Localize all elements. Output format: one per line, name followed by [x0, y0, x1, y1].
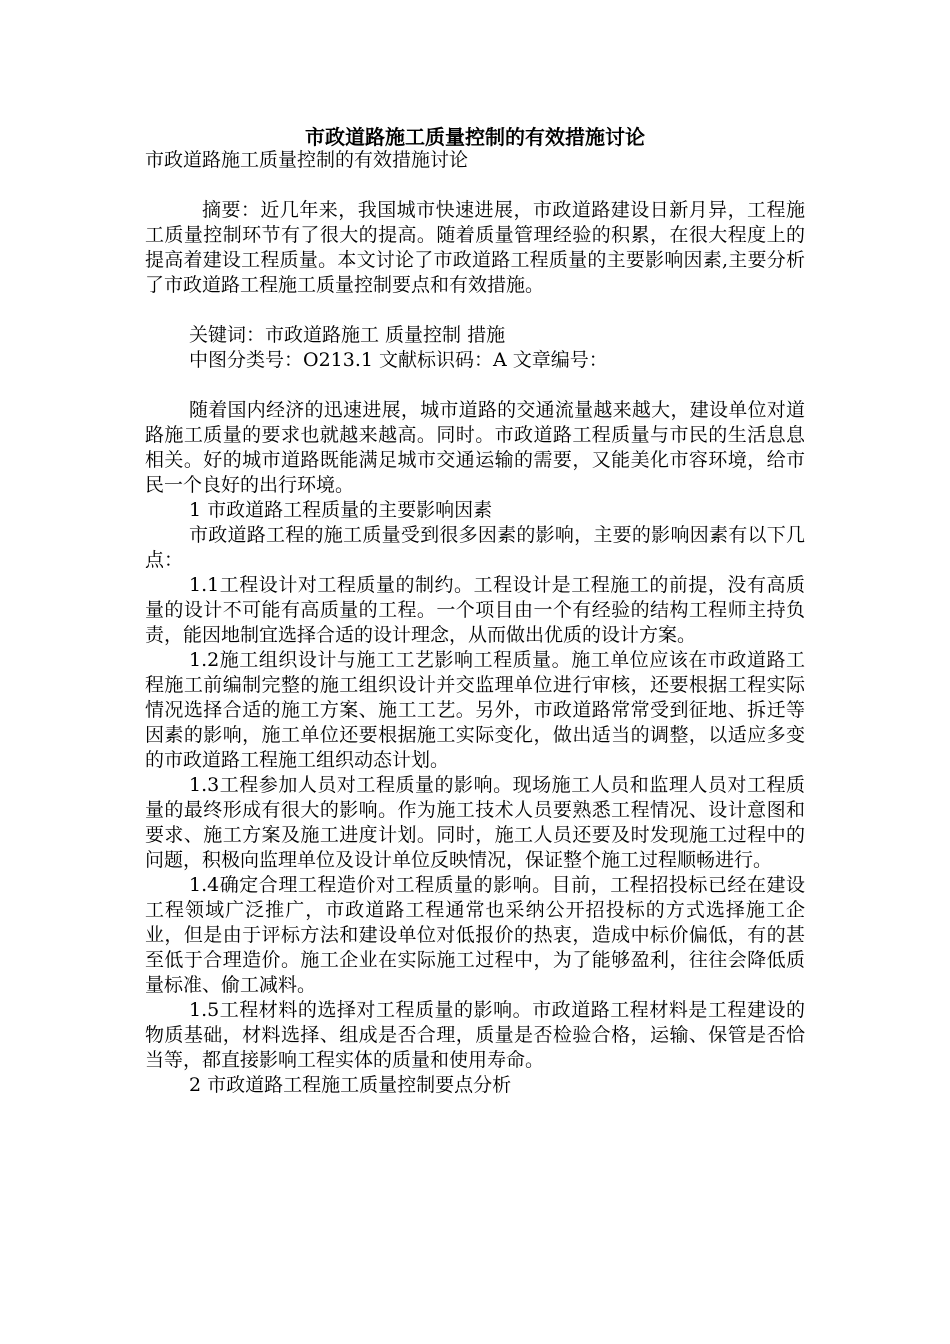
- spacer: [145, 173, 805, 198]
- body-paragraph: 随着国内经济的迅速进展，城市道路的交通流量越来越大，建设单位对道路施工质量的要求也就越来越高。同时。市政道路工程质量与市民的生活息息相关。好的城市道路既能满足城市交通运输的需要，又能美化市容环境，给市民一个良好的出行环境。: [145, 399, 805, 496]
- document-body: [145, 148, 805, 1098]
- body-paragraph: 1.2施工组织设计与施工工艺影响工程质量。施工单位应该在市政道路工程施工前编制完整的施工组织设计并交监理单位进行审核，还要根据工程实际情况选择合适的施工方案、施工工艺。另外，市政道路常常受到征地、拆迁等因素的影响，施工单位还要根据施工实际变化，做出适当的调整，以适应多变的市政道路工程施工组织动态计划。: [145, 649, 805, 771]
- spacer: [145, 373, 805, 398]
- document-title: 市政道路施工质量控制的有效措施讨论: [305, 125, 645, 149]
- spacer: [145, 298, 805, 323]
- body-paragraph: 1.4确定合理工程造价对工程质量的影响。目前，工程招投标已经在建设工程领域广泛推广，市政道路工程通常也采纳公开招投标的方式选择施工企业，但是由于评标方法和建设单位对低报价的热衷，造成中标价偏低，有的甚至低于合理造价。施工企业在实际施工过程中，为了能够盈利，往往会降低质量标准、偷工减料。: [145, 874, 805, 996]
- body-paragraph: 1.3工程参加人员对工程质量的影响。现场施工人员和监理人员对工程质量的最终形成有很大的影响。作为施工技术人员要熟悉工程情况、设计意图和要求、施工方案及施工进度计划。同时，施工人员还要及时发现施工过程中的问题，积极向监理单位及设计单位反映情况，保证整个施工过程顺畅进行。: [145, 774, 805, 871]
- body-paragraph: 市政道路工程的施工质量受到很多因素的影响，主要的影响因素有以下几点：: [145, 524, 805, 571]
- keywords-line: 关键词：市政道路施工 质量控制 措施: [189, 324, 506, 346]
- section-heading: 2 市政道路工程施工质量控制要点分析: [189, 1074, 512, 1096]
- abstract-paragraph: 摘要：近几年来，我国城市快速进展，市政道路建设日新月异，工程施工质量控制环节有了很大的提高。随着质量管理经验的积累，在很大程度上的提高着建设工程质量。本文讨论了市政道路工程质量的主要影响因素,主要分析了市政道路工程施工质量控制要点和有效措施。: [145, 199, 805, 296]
- body-paragraph: 1.1工程设计对工程质量的制约。工程设计是工程施工的前提，没有高质量的设计不可能有高质量的工程。一个项目由一个有经验的结构工程师主持负责，能因地制宜选择合适的设计理念，从而做出优质的设计方案。: [145, 574, 805, 646]
- classification-line: 中图分类号：O213.1 文献标识码：A 文章编号：: [189, 349, 608, 371]
- section-heading: 1 市政道路工程质量的主要影响因素: [189, 499, 493, 521]
- body-paragraph: 1.5工程材料的选择对工程质量的影响。市政道路工程材料是工程建设的物质基础，材料选择、组成是否合理，质量是否检验合格，运输、保管是否恰当等，都直接影响工程实体的质量和使用寿命。: [145, 999, 805, 1071]
- document-subtitle: 市政道路施工质量控制的有效措施讨论: [145, 149, 469, 171]
